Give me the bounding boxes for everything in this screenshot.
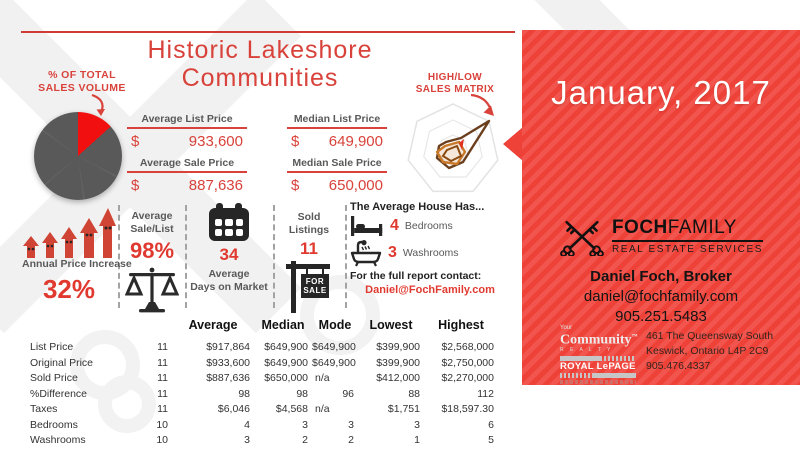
sold-listings-stat: Sold Listings 11 FOR SALE <box>275 211 343 313</box>
table-cell-highest: 6 <box>488 418 494 431</box>
table-cell-mode: 2 <box>348 434 354 446</box>
currency-symbol: $ <box>131 177 140 194</box>
table-cell-lowest: $412,000 <box>376 372 420 384</box>
table-cell-count: 11 <box>157 387 168 400</box>
days-on-market-stat: 34 Average Days on Market <box>187 200 271 294</box>
washrooms-value: 3 <box>388 244 397 261</box>
avg-sale-price-label: Average Sale Price <box>139 157 235 169</box>
table-cell-count: 11 <box>157 341 168 353</box>
table-header-median: Median <box>261 318 305 332</box>
table-cell-average: 98 <box>238 387 250 400</box>
sales-matrix-label: HIGH/LOW SALES MATRIX <box>415 72 495 95</box>
bathtub-icon <box>350 239 382 267</box>
table-row-label: Taxes <box>30 403 58 415</box>
median-sale-price-value: 650,000 <box>328 177 383 194</box>
median-sale-price-label: Median Sale Price <box>292 157 382 169</box>
contact-label: For the full report contact: <box>350 270 482 282</box>
table-cell-median: $650,000 <box>264 372 308 384</box>
brand-tagline: REAL ESTATE SERVICES <box>611 244 764 255</box>
table-cell-median: $649,900 <box>264 356 308 369</box>
broker-email: daniel@fochfamily.com <box>583 288 739 305</box>
table-row-label: Bedrooms <box>30 418 78 431</box>
median-sale-price-block <box>287 157 387 194</box>
divider <box>345 205 347 308</box>
table-cell-average: $6,046 <box>217 403 250 415</box>
crossed-keys-icon <box>559 216 605 256</box>
avg-list-price-block <box>127 113 247 150</box>
sales-volume-pie-chart <box>34 112 122 200</box>
sale-list-value: 98% <box>129 238 175 263</box>
table-cell-median: 98 <box>296 387 308 400</box>
title-line1: Historic Lakeshore <box>147 36 373 64</box>
avg-sale-price-block <box>127 157 247 194</box>
table-cell-highest: $18,597.30 <box>441 403 494 415</box>
broker-contact <box>522 268 800 325</box>
median-list-price-label: Median List Price <box>293 113 381 125</box>
table-header-highest: Highest <box>438 318 484 332</box>
table-cell-highest: 5 <box>488 434 494 446</box>
table-header-average: Average <box>188 318 238 332</box>
table-cell-count: 10 <box>156 418 168 431</box>
table-cell-lowest: $399,900 <box>376 356 420 369</box>
royal-lepage-text: ROYAL LePAGE <box>560 360 636 372</box>
annual-price-increase-stat <box>22 204 132 305</box>
bedrooms-label: Bedrooms <box>404 220 453 232</box>
table-header-mode: Mode <box>318 318 352 332</box>
average-house-heading: The Average House Has... <box>350 201 485 213</box>
table-cell-mode: n/a <box>315 403 330 415</box>
table-cell-mode: 96 <box>342 387 354 400</box>
table-cell-mode: 3 <box>348 418 354 431</box>
rising-arrows-icon <box>22 204 116 258</box>
balance-scale-icon <box>125 265 179 317</box>
table-row-label: %Difference <box>30 387 88 400</box>
calendar-icon <box>209 208 249 241</box>
washrooms-label: Washrooms <box>402 247 459 259</box>
office-block <box>560 326 773 384</box>
contact-email: Daniel@FochFamily.com <box>365 284 495 296</box>
table-cell-highest: $2,270,000 <box>441 372 494 384</box>
avg-sale-price-value: 887,636 <box>188 177 243 194</box>
avg-sale-list-stat: Average Sale/List 98% <box>120 210 184 317</box>
report-date: January, 2017 <box>551 74 771 111</box>
annual-increase-label: Annual Price Increase <box>22 258 132 270</box>
table-cell-average: $933,600 <box>206 356 250 369</box>
table-cell-median: $649,900 <box>264 341 308 353</box>
table-cell-lowest: $399,900 <box>376 341 420 353</box>
header-rule <box>21 31 515 33</box>
table-cell-mode: n/a <box>315 372 330 384</box>
table-cell-count: 11 <box>157 372 168 384</box>
table-cell-median: $4,568 <box>275 403 308 415</box>
table-cell-highest: 112 <box>477 387 494 400</box>
table-cell-mode: $649,900 <box>312 341 356 353</box>
table-cell-lowest: 88 <box>408 387 420 400</box>
panel-notch <box>503 127 523 161</box>
broker-name: Daniel Foch, Broker <box>590 268 732 285</box>
table-cell-average: $917,864 <box>206 341 250 353</box>
brand-name: FOCHFAMILY <box>612 217 763 242</box>
foch-family-logo <box>522 216 800 256</box>
sales-matrix-radar-chart <box>400 100 506 200</box>
table-cell-highest: $2,568,000 <box>441 341 494 353</box>
table-cell-average: 3 <box>244 434 250 446</box>
table-cell-average: $887,636 <box>206 372 250 384</box>
title-line2: Communities <box>181 64 339 92</box>
table-cell-lowest: $1,751 <box>387 403 420 415</box>
table-header <box>130 318 172 340</box>
table-row-label: List Price <box>30 341 74 353</box>
bed-icon <box>350 215 384 237</box>
avg-list-price-label: Average List Price <box>141 113 233 125</box>
office-address: 461 The Queensway South Keswick, Ontario L4P 2C9 905.476.4337 <box>646 330 774 372</box>
summary-table <box>30 318 500 449</box>
table-header-lowest: Lowest <box>369 318 413 332</box>
table-row-label: Sold Price <box>30 372 78 384</box>
table-cell-median: 3 <box>302 418 308 431</box>
currency-symbol: $ <box>131 133 140 150</box>
table-cell-count: 11 <box>157 403 168 415</box>
avg-list-price-value: 933,600 <box>188 133 243 150</box>
table-header <box>30 318 130 340</box>
sold-listings-value: 11 <box>300 239 318 258</box>
table-cell-mode: $649,900 <box>312 356 356 369</box>
for-sale-sign-icon: FOR SALE <box>286 261 332 313</box>
table-cell-average: 4 <box>244 418 250 431</box>
table-cell-median: 2 <box>302 434 308 446</box>
royal-lepage-logo: Your Community™ R E A L T Y ROYAL LePAGE <box>560 326 636 384</box>
table-cell-count: 11 <box>157 356 168 369</box>
currency-symbol: $ <box>291 177 300 194</box>
table-row-label: Original Price <box>30 356 94 369</box>
broker-phone: 905.251.5483 <box>615 308 707 325</box>
median-list-price-block <box>287 113 387 150</box>
table-cell-lowest: 1 <box>414 434 420 446</box>
annual-increase-value: 32% <box>42 274 96 304</box>
date-panel <box>522 30 800 385</box>
table-cell-lowest: 3 <box>414 418 420 431</box>
table-cell-count: 10 <box>156 434 168 446</box>
table-row-label: Washrooms <box>30 434 86 446</box>
median-list-price-value: 649,900 <box>328 133 383 150</box>
pie-chart-label: % OF TOTAL SALES VOLUME <box>38 69 126 94</box>
average-house-stat <box>350 201 510 296</box>
days-on-market-value: 34 <box>219 245 239 264</box>
community-logo-text: Community™ <box>560 332 638 348</box>
bedrooms-value: 4 <box>390 217 399 234</box>
currency-symbol: $ <box>291 133 300 150</box>
table-cell-highest: $2,750,000 <box>441 356 494 369</box>
